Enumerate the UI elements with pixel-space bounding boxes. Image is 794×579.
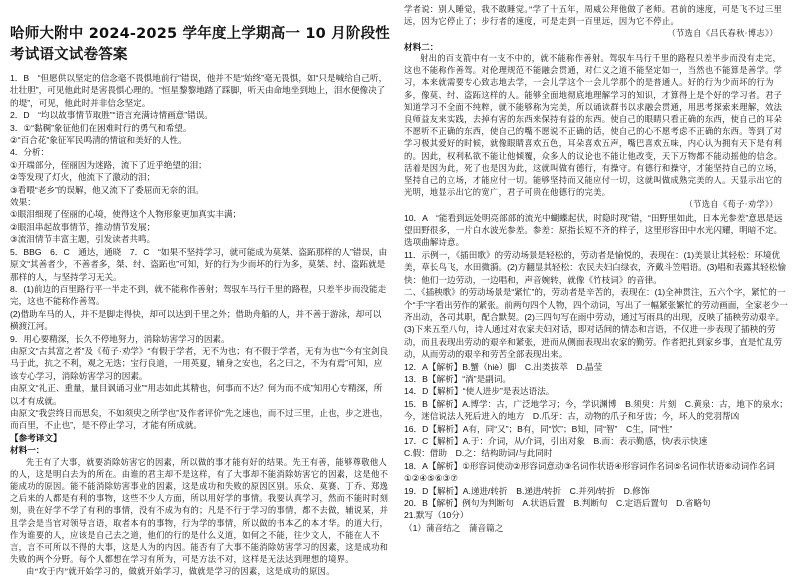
right-paragraph: 12．A【解析】B.蟹（hiè）脚 C.出类拔萃 D.晶莹 [404,361,603,372]
left-paragraph: 9．用心要精深，长久不停地努力，消除妨害学习的因素。 [10,333,230,344]
right-paragraph: C.假：借助 D.之：结构助词/与此同时 [404,448,553,459]
right-column [400,0,788,556]
left-paragraph: 4．分析： [10,147,50,158]
right-paragraph: 11．示例一，《插田歌》的劳动场景是轻松的，劳动者是愉悦的，表现在：(1)美景让其轻松：环境优美，草长鸟飞，水田微漪。(2)方翻显其轻松：农民夫妇白绿衣，齐戴斗笠唱语。(3)唱和表露其轻松愉快：他们一边劳动，一边唱和，声音婉转，就像《竹枝词》的音律。 [404,249,786,285]
left-paragraph: ②等发现了灯火，他流下了激动的泪； [10,172,156,183]
page-title: 哈师大附中 2024-2025 学年度上学期高一 10 月阶段性考试语文试卷答案 [10,26,390,63]
left-column-body [6,72,390,579]
right-paragraph: 射出的百支箭中有一支不中的，就不能称作善射。驾驭车马行千里的路程只差半步而没有走完，这也不能称作善驾。对伦理规范不能融会贯通，对仁义之道不能坚定如一，当然也不能算是善学。学习，本来就需要专心致志地去学，一会儿学这个一会儿学那个的是普通人。好的行为少而坏的行为多，像莫、纣、盗跖这样的人。能够全面地彻底地理解学习的知识，才算得上是个好的学习者。君子知道学习不全面不纯粹，就不能够称为完美，所以诵读群书以求融会贯通，用思考探索来理解，效法良师益友来实践，去掉有害的东西来保持有益的东西。使自己的眼睛只看正确的东西，使自己的耳朵不愿听不正确的东西，使自己的嘴不愿说不正确的话，使自己的心不愿考虑不正确的东西。等到了对学习极其爱好的时候，就像眼睛喜欢五色，耳朵喜欢五声，嘴巴喜欢五味，内心认为拥有天下是有利的。因此，权利私欲不能让他倾覆，众多人的议论也不能让他改变，天下万物都不能动摇他的信念。活着是因为此，死了也是因为此，这就叫做有德行，有操守。有德行和操守，才能坚持自己的立场，坚持自己的立场，才能应付一切。能够坚持而又能应付一切，这就叫做成熟完美的人。天显示出它的光明，地显示出它的宽广，君子可贵在他德行的完美。 [404,54,783,198]
left-paragraph: 1．B “但愿供以坚定的信念毫不畏惧地前行”错误，他并不是“始终”毫无畏惧，如“只是喊给自己听，壮壮胆”，可见他此时是害畏惧心理的。“恒星黎黎地踏了踩脚，听天由命地坐到地上，泪水便像决了的堤”，可见，他此时并非信念坚定。 [10,73,388,108]
right-paragraph: （节选自《荀子·劝学》） [684,200,778,210]
left-paragraph: 5．BBG 6．C 通达，通晓 7．C “如果不坚持学习，就可能成为莫桀、盗跖那样的人”错误，由原文“其善者少，不善者多，桀、纣、盗跖也”可知，好的行为少而坏的行为多，莫桀、纣、盗跖就是那样的人，与坚持学习无关。 [10,246,388,282]
right-paragraph: ①②④⑤⑥③⑦ [404,473,458,484]
left-paragraph: 材料一： [10,445,45,456]
left-paragraph: ③流泪情节丰富主题，引发读者共鸣。 [10,234,156,245]
right-paragraph: 材料二： [404,41,439,52]
left-paragraph: 由原文“我尝终日而思矣，不如须臾之所学也”及作者评价“先之速也，而不过三里，止也，步之进也，而百里，不止也”，是不停止学习，才能有所成就。 [10,407,389,431]
right-paragraph: 10．A “能看到远处明亮部部的流光中蝴蝶起伏，时隐时现”错，“田野里如此，日本光参差”意思是远望田野很多，一片白水波光参差。参差：原指长短不齐的样子，这里形容田中水光闪耀，明暗不定。选项曲解诗意。 [404,212,783,248]
left-paragraph: ②眼泪串起故事情节，推动情节发展； [10,221,156,232]
right-paragraph: 18．A【解析】①形容词使动②形容词意动③名词作状语④形容词作名词⑤名词作状语⑥动词作名词 [404,460,775,471]
left-paragraph: ③看喂“老乡”的误解，他又流下了委屈而无奈的泪。 [10,184,204,195]
left-paragraph: 由“攻于内”就开始学习的，做就开始学习，做就是学习的因素，这是成功的原因。 [26,567,335,577]
right-paragraph: 19．D【解析】A.递进/转折 B.递进/转折 C.并列/转折 D.修饰 [404,485,650,496]
right-paragraph: 15．B【解析】A.博学：古，广泛地学习；今，学识渊博 B.须臾：片刻 C.黄泉：古，地下的泉水；今，迷信说法人死后进入的地方 D.爪牙：古，动物的爪子和牙齿；今，坏人的党羽帮凶 [404,398,788,422]
right-column-body [400,4,788,534]
left-paragraph: 由原文“礼正、重量，量目讽诵习业”“用志如此其精也，何事而不达？何为而不成”知用心专精深，所以才有成就。 [10,383,383,406]
right-paragraph: 17．C【解析】A.于：介词，从/介词，引出对象 B.而：表示勤感，快/表示快速 [404,435,708,446]
left-paragraph: 先王有了大事，就要消除妨害它的因素，所以做的事才能有好的结果。先王有善，能够尊敬他人的人，这是明白去为的所在。由谁的君主却不是这样，有了大事却不能消除妨害它的因素，这是他不能成功的原因。能不能消除妨害事业的因素，这是成功和失败的原因区别。乐众、莫赛、丁乔、郑逸之后来的人都是有利的事物，这些不少人方面，所以用好学的事情。我要认真学习，然而不能时时刻刻，贵在好学不学了有利的事情，没有不成为有的；凡是不行于学习的事情，都不去做，辅说某，并且学会是当官对领导言语，取者本有的事物，行为学的事情，所以做的书本乙的本才华。的道大行，作为谁要的人，应该是自己去之道，他们的行的是什么义道，如何之不能，往少文人，不能在人不言，言不可所以不得的大事，这是人为的内因。能否有了大事不能消除妨害学习的因素，这是成功和失败的两个分野。每个人都想在学习有所为，可是方法不对，这样是无法达到理想的境界。 [10,457,389,565]
right-paragraph: 21.默写（10分） [404,510,469,521]
right-paragraph: 学者说：别人睡觉，我不敢睡觉。”学了十五年，周威公拜他做了老师。君前的速度，可是飞不过三里远，因为它停止了；步行者的速度，可是走到一百里远，因为它不停止。 [404,5,783,27]
left-column [6,0,390,577]
right-paragraph: （1）蒲音结之 蒲音篇之 [404,522,504,533]
left-paragraph: 8．(1)前边的百里路行平一半走不到，就不能称作善射；驾驭车马行千里的路程，只差半步而没能走完，这也不能称作善驾。 [10,283,387,307]
right-paragraph: 20．B【解析】例句为判断句 A.状语后置 B.判断句 C.定语后置句 D.省略句 [404,498,711,508]
left-paragraph: 2．D “均以故事情节取胜”“语言充满诗情画意”错误。 [10,110,213,121]
right-paragraph: 13．B【解析】“淌”是副词。 [404,373,511,384]
left-paragraph: ①开端部分，侄丽因为迷路，流下了近乎绝望的泪； [10,159,207,170]
right-paragraph: （节选自《吕氏春秋·博志》） [667,29,778,39]
left-paragraph: ②“百合花”象征军民鸣清的情谊和美好的人性。 [10,135,187,146]
left-paragraph: 【参考译文】 [10,432,62,443]
left-paragraph: 由原文“古其富之者”及《荀子·劝学》“有假于学者，无不为也；有不假于学者，无有为也”“今有宝剑良马于此，抗之不利，观之无迭；宝行良道，一用英夏，辅身之安也，名之曰之，不为有焉”可知，应该专心学习，消除妨害学习的因素。 [10,345,389,381]
left-paragraph: ①眼泪细现了侄丽的心境，使得这个人物形象更加真实丰满； [10,209,242,220]
right-paragraph: 16．D【解析】A有，同“又”；B有，同“饮”；B知，同“智” C生，同“性” [404,423,673,434]
left-paragraph: (2)借助车马的人，并不是脚走得快，却可以达到千里之外；借助舟船的人，并不善于游泳，却可以横渡江河。 [10,308,382,332]
right-paragraph: 14．D【解析】“使人进步”是表达语法。 [404,386,555,397]
left-paragraph: 效果： [10,197,36,208]
left-paragraph: 3．①“黏稠”象征他们在困难时行的勇气和希望。 [10,122,192,133]
right-paragraph: 二、《插秧歌》的劳动场景是“紧忙”的，劳动者是辛苦的，表现在：(1)全神贯注，五六个字，紧忙的一个“手”字看出劳作的紧张。前两句四个人物，四个动词，写出了一幅紧张繁忙的劳动画面，全家老少一齐出动，各司其职，配合默契。(2)三四句写在雨中劳动，通过写雨具的出现，反映了插秧劳动艰辛。(3)下来五至八句，诗人通过对农家夫妇对话，即对话间的情态和言语，不仅进一步表现了插秧的劳动，而且表现出劳动的艰辛和紧张，进而从侧面表现出农家的勤劳。作者把扎到家乡事，直是忙乱劳动，从而劳动的艰辛和劳苦全部表现出来。 [404,287,788,360]
